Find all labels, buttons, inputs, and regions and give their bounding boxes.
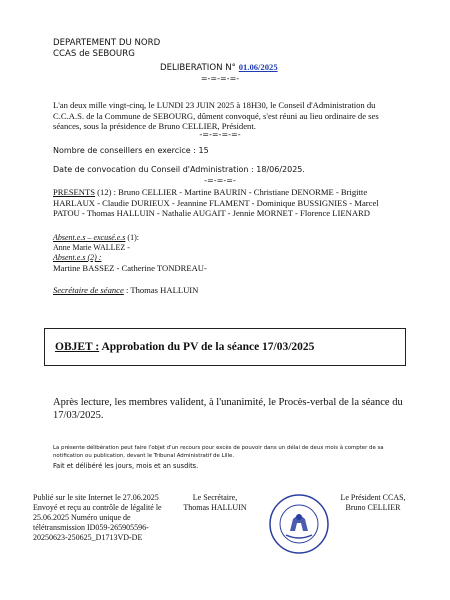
deliberation-heading xyxy=(160,62,278,74)
ccas-title: CCAS de SEBOURG xyxy=(53,49,135,59)
ccas-stamp-icon xyxy=(268,493,330,555)
body-text: Après lecture, les membres valident, à l'unanimité, le Procès-verbal de la séance du 17/03/2025. xyxy=(53,397,403,421)
president-title: Le Président CCAS, xyxy=(340,493,406,502)
separator: -=-=-=-=- xyxy=(199,130,241,139)
secretary-signature xyxy=(180,493,250,513)
president-signature-name: Bruno CELLIER xyxy=(345,503,401,512)
convocation-date: Date de convocation du Conseil d'Administration : 18/06/2025. xyxy=(53,165,305,174)
excused-count: (1): xyxy=(125,233,139,242)
absent-label xyxy=(53,253,101,263)
conseillers-count: Nombre de conseillers en exercice : 15 xyxy=(53,146,209,155)
secretary-label: Secrétaire de séance xyxy=(53,285,124,295)
presents-names: (12) : Bruno CELLIER - Martine BAURIN - Christiane DENORME - Brigitte HARLAUX - Claudie DURIEUX - Jeannine FLAMENT - Dominique BUSSIGNIES - Marcel PATOU - Thomas HALLUIN - Nathalie AUGAIT - Jennie MORNET - Florence LIENARD xyxy=(53,187,379,219)
objet-title: Approbation du PV de la séance 17/03/2025 xyxy=(99,341,315,353)
fait-delibere: Fait et délibéré les jours, mois et an susdits. xyxy=(53,462,199,470)
separator: =-=-=-=- xyxy=(200,74,240,83)
deliberation-label: DELIBERATION N° xyxy=(160,63,236,73)
publication-info: Publié sur le site Internet le 27.06.2025 Envoyé et reçu au contrôle de légalité le 25.06.2025 Numéro unique de télétransmission ID059-265905596-20250623-250625_D1713VD-DE xyxy=(33,493,162,542)
absent-label-text: Absent.e.s (2) : xyxy=(53,253,102,262)
objet-heading xyxy=(55,341,314,353)
objet-label: OBJET : xyxy=(55,341,100,353)
secretary-block xyxy=(53,285,198,296)
excused-label: Absent.e.s – excusé.e.s xyxy=(53,233,126,242)
intro-paragraph: L'an deux mille vingt-cinq, le LUNDI 23 JUIN 2025 à 18H30, le Conseil d'Administration du C.C.A.S. de la Commune de SEBOURG, dûment convoqué, s'est réuni au lieu ordinaire de ses séances, sous la présidence de Bruno CELLIER, Président. xyxy=(53,100,379,132)
secretary-title: Le Secrétaire, xyxy=(192,493,238,502)
separator: -=-=-=- xyxy=(204,176,236,185)
presents-label: PRESENTS xyxy=(53,187,96,197)
excused-names: Anne Marie WALLEZ - xyxy=(53,243,130,252)
presents-block xyxy=(53,187,398,219)
president-signature xyxy=(328,493,418,513)
department-title: DEPARTEMENT DU NORD xyxy=(53,38,161,48)
excused-block xyxy=(53,233,139,243)
secretary-name: : Thomas HALLUIN xyxy=(123,285,199,295)
deliberation-number: 01.06/2025 xyxy=(238,62,278,72)
absent-names: Martine BASSEZ - Catherine TONDREAU- xyxy=(53,263,207,273)
secretary-signature-name: Thomas HALLUIN xyxy=(183,503,247,512)
recours-notice: La présente délibération peut faire l'objet d'un recours pour excès de pouvoir dans un délai de deux mois à compter de sa notification ou publication, devant le Tribunal Administratif de Lille. xyxy=(53,445,384,459)
